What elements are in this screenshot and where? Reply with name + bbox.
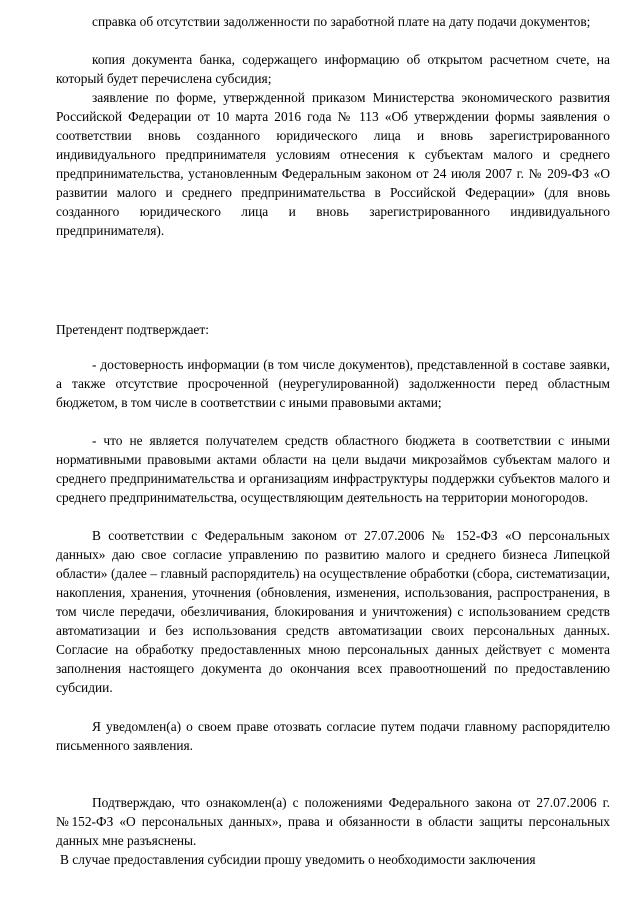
- paragraph-applicant-confirms: Претендент подтверждает:: [56, 322, 209, 337]
- paragraph-application-form: заявление по форме, утвержденной приказом Министерства экономического развития Российской Федерации от 10 марта 2016 года № 113 «Об утверждении формы заявления о соответствии вновь созданного юридического лица и вновь зарегистрированного индивидуального предпринимателя условиям отнесения к субъектам малого и среднего предпринимательства, установленным Федеральным законом от 24 июля 2007 г. № 209-ФЗ «О развитии малого и среднего предпринимательства в Российской Федерации» (для вновь созданного юридического лица и вновь зарегистрированного индивидуального предпринимателя).: [56, 90, 610, 238]
- paragraph-subsidy-notification: В случае предоставления субсидии прошу уведомить о необходимости заключения: [60, 852, 536, 867]
- paragraph-acknowledgement: Подтверждаю, что ознакомлен(а) с положениями Федерального закона от 27.07.2006 г. №152-ФЗ «О персональных данных», права и обязанности в области защиты персональных данных мне разъяснены.: [56, 795, 610, 848]
- paragraph-withdraw-consent: Я уведомлен(а) о своем праве отозвать согласие путем подачи главному распорядителю письменного заявления.: [56, 719, 610, 753]
- paragraph-bank-document: копия документа банка, содержащего информацию об открытом расчетном счете, на который будет перечислена субсидия;: [56, 52, 610, 86]
- paragraph-not-recipient: - что не является получателем средств областного бюджета в соответствии с иными нормативными правовыми актами области на цели выдачи микрозаймов субъектам малого и среднего предпринимательства и организациям инфраструктуры поддержки субъектов малого и среднего предпринимательства, осуществляющим деятельность на территории моногородов.: [56, 433, 610, 505]
- paragraph-reliability: - достоверность информации (в том числе документов), представленной в составе заявки, а также отсутствие просроченной (неурегулированной) задолженности перед областным бюджетом, в том числе в соответствии с иными правовыми актами;: [56, 357, 610, 410]
- paragraph-personal-data-consent: В соответствии с Федеральным законом от 27.07.2006 № 152-ФЗ «О персональных данных» даю свое согласие управлению по развитию малого и среднего бизнеса Липецкой области» (далее – главный распорядитель) на осуществление обработки (сбора, систематизации, накопления, хранения, уточнения (обновления, изменения, использования, распространения, в том числе передачи, обезличивания, блокирования и уничтожения) с использованием средств автоматизации и без использования средств автоматизации своих персональных данных. Согласие на обработку предоставленных мною персональных данных действует с момента заполнения настоящего документа до окончания всех правоотношений по предоставлению субсидии.: [56, 528, 610, 695]
- paragraph-salary-certificate: справка об отсутствии задолженности по заработной плате на дату подачи документов;: [92, 14, 591, 29]
